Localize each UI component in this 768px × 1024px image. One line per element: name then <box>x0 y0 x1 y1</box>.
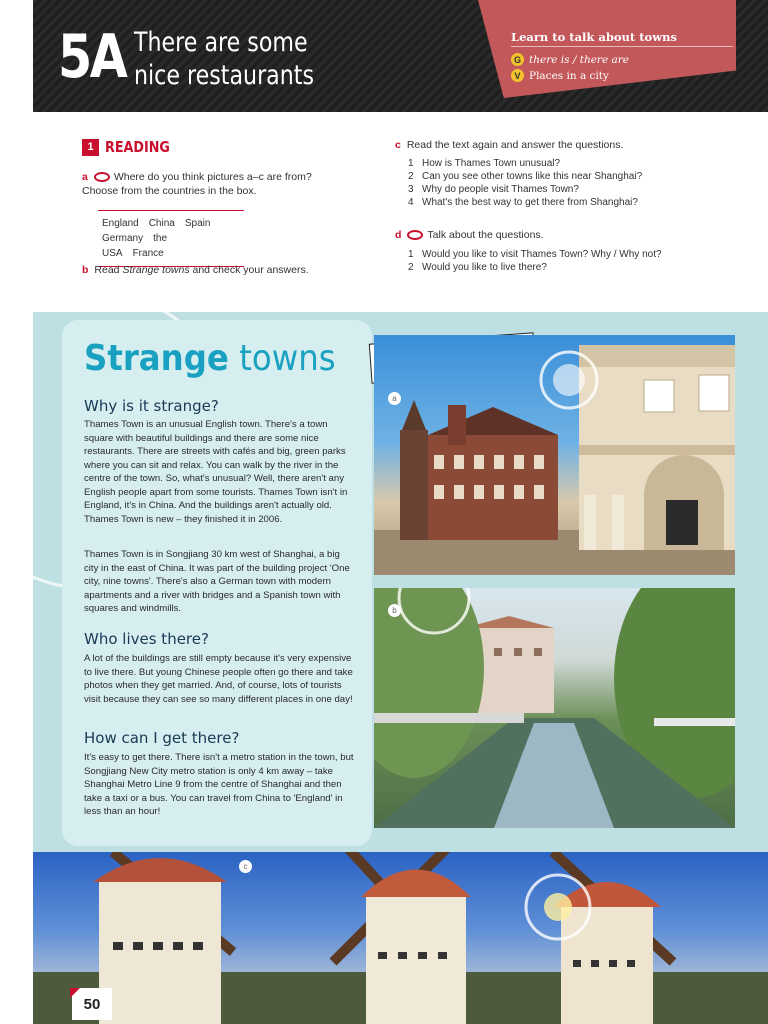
article-title-bold: Strange <box>84 338 229 379</box>
photo-label: a <box>388 392 401 405</box>
article-subheading: Who lives there? <box>84 630 209 648</box>
list-item: 4 What's the best way to get there from Shanghai? <box>408 197 638 208</box>
word-box-row <box>102 216 240 231</box>
word-item: France <box>132 248 164 259</box>
unit-title-line1: There are some <box>134 27 308 58</box>
question-d-list <box>408 248 728 274</box>
question-c-list <box>408 157 728 209</box>
word-item: Spain <box>184 218 211 229</box>
unit-number: 5A <box>58 22 126 92</box>
word-item: England <box>102 218 139 229</box>
question-text: Where do you think pictures a–c are from? Choose from the countries in the box. <box>82 171 312 197</box>
article-paragraph: It's easy to get there. There isn't a metro station in the town, but Songjiang New City metro station is only 4 km away – take Shanghai Metro Line 9 from the centre of Shanghai and then take a taxi or a bus. You can travel from China to 'England' in less than an hour! <box>84 752 354 817</box>
photo-river-canal <box>374 588 735 828</box>
article-paragraph: Thames Town is in Songjiang 30 km west of Shanghai, a big city in the east of China. It was part of the building project 'One city, nine towns'. There's also a German town with modern apartments and a river with bridges and a Spanish town with squares and windmills. <box>84 549 350 614</box>
article-subheading: Why is it strange? <box>84 397 219 415</box>
vocabulary-badge-icon: V <box>511 69 524 82</box>
question-b <box>82 263 362 277</box>
article-title-rest: towns <box>239 338 336 379</box>
country-word-box <box>98 210 244 267</box>
article-subheading: How can I get there? <box>84 729 240 747</box>
question-c <box>395 138 725 152</box>
list-item: 2 Would you like to live there? <box>408 262 547 273</box>
section-heading <box>82 138 181 156</box>
word-item: China <box>148 218 175 229</box>
section-title: READING <box>105 138 170 156</box>
article-title-reference: Strange towns <box>122 264 190 276</box>
question-d <box>395 228 725 242</box>
question-a <box>82 170 347 198</box>
article-paragraph: Thames Town is an unusual English town. There's a town square with beautiful buildings and there are some nice restaurants. There are streets with cafés and big, green parks where you can sit and relax. You can walk by the river in the centre of the town. So, what's unusual? Well, there aren't any English people apart from some tourists. Thames Town isn't in England, it's in China. And the buildings aren't actually old. Thames Town is new – they finished it in 2006. <box>84 419 348 525</box>
list-item: 1 How is Thames Town unusual? <box>408 158 561 169</box>
word-item: Germany <box>102 233 144 244</box>
unit-title-line2: nice restaurants <box>134 60 314 91</box>
goal-text: there is / there are <box>529 53 629 66</box>
list-item: 3 Why do people visit Thames Town? <box>408 184 579 195</box>
section-number: 1 <box>82 139 99 156</box>
article-title <box>84 338 336 379</box>
list-item: 2 Can you see other towns like this near Shanghai? <box>408 171 643 182</box>
question-text: and check your answers. <box>189 264 309 276</box>
goal-text: Places in a city <box>529 69 609 82</box>
photo-windmills <box>33 852 768 1024</box>
question-text: Read <box>94 264 123 276</box>
speech-bubble-icon <box>407 230 423 240</box>
learning-goals-title: Learn to talk about towns <box>511 30 677 44</box>
photo-label: b <box>388 604 401 617</box>
grammar-badge-icon: G <box>511 53 524 66</box>
question-letter: b <box>82 264 89 276</box>
photo-label: c <box>239 860 252 873</box>
photo-c-illustration <box>33 852 768 1024</box>
word-item: the USA <box>102 233 168 259</box>
goal-grammar <box>511 53 629 66</box>
question-letter: c <box>395 139 401 151</box>
divider <box>511 46 733 47</box>
list-item: 1 Would you like to visit Thames Town? Why / Why not? <box>408 249 662 260</box>
photo-thames-town-square <box>374 335 735 575</box>
speech-bubble-icon <box>94 172 110 182</box>
question-text: Talk about the questions. <box>427 229 544 241</box>
question-text: Read the text again and answer the questions. <box>406 139 624 151</box>
photo-a-illustration <box>374 335 735 575</box>
page-number: 50 <box>72 988 112 1020</box>
question-letter: d <box>395 229 402 241</box>
goal-vocabulary <box>511 69 609 82</box>
photo-b-illustration <box>374 588 735 828</box>
unit-title <box>134 26 314 92</box>
article-paragraph: A lot of the buildings are still empty because it's very expensive to live there. But young Chinese people often go there and take photos when they get married. And, of course, lots of tourists visit because they can see so many different places in one day! <box>84 653 353 705</box>
question-letter: a <box>82 171 88 183</box>
word-box-row <box>102 231 240 261</box>
